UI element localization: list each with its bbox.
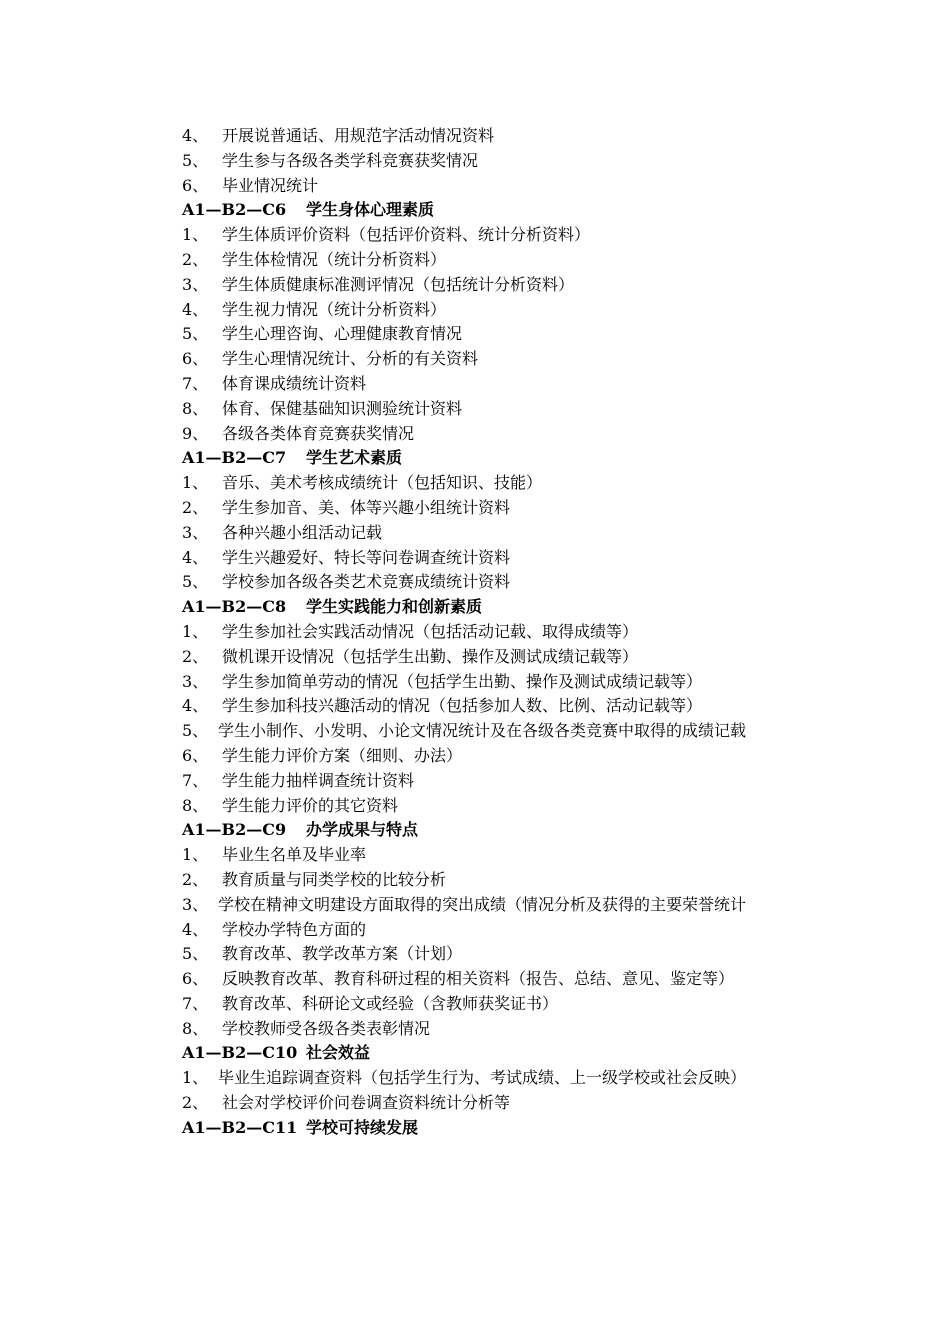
section-code: A1—B2—C9 (182, 820, 287, 840)
list-item (146, 223, 816, 248)
section-heading (146, 595, 816, 620)
list-item (146, 322, 816, 347)
item-number: 5、 (182, 324, 209, 344)
item-text: 各级各类体育竞赛获奖情况 (222, 423, 415, 443)
item-text: 学生心理情况统计、分析的有关资料 (222, 349, 479, 369)
item-number: 3、 (182, 522, 209, 542)
item-text: 学生参加简单劳动的情况（包括学生出勤、操作及测试成绩记载等） (222, 671, 703, 691)
list-item (146, 174, 816, 199)
list-item (146, 967, 816, 992)
item-text: 学校参加各级各类艺术竞赛成绩统计资料 (222, 572, 511, 592)
item-number: 4、 (182, 299, 209, 319)
list-item (146, 347, 816, 372)
item-number: 6、 (182, 175, 209, 195)
item-number: 4、 (182, 126, 209, 145)
section-heading (146, 818, 816, 843)
list-item (146, 496, 816, 521)
item-text: 学生能力评价的其它资料 (222, 795, 399, 815)
list-item (146, 422, 816, 447)
item-number: 5、 (182, 572, 209, 592)
section-heading (146, 446, 816, 471)
list-item (146, 918, 816, 943)
item-text: 体育、保健基础知识测验统计资料 (222, 398, 463, 418)
item-text: 音乐、美术考核成绩统计（包括知识、技能） (222, 473, 543, 493)
item-number: 2、 (182, 249, 209, 269)
item-text: 学校教师受各级各类表彰情况 (222, 1018, 431, 1038)
list-item (146, 1017, 816, 1042)
item-number: 6、 (182, 745, 209, 765)
item-number: 4、 (182, 547, 209, 567)
item-number: 9、 (182, 423, 209, 443)
item-text: 学生参加社会实践活动情况（包括活动记载、取得成绩等） (222, 621, 639, 641)
item-text: 各种兴趣小组活动记载 (222, 522, 383, 542)
section-heading (146, 198, 816, 223)
list-item (146, 372, 816, 397)
document-body (146, 124, 816, 1141)
list-item (146, 769, 816, 794)
section-title: 学生实践能力和创新素质 (306, 597, 483, 617)
item-text: 社会对学校评价问卷调查资料统计分析等 (222, 1093, 511, 1113)
item-number: 6、 (182, 969, 209, 989)
list-item (146, 620, 816, 645)
item-text: 毕业生追踪调查资料（包括学生行为、考试成绩、上一级学校或社会反映） (218, 1068, 747, 1088)
item-text: 学生参加科技兴趣活动的情况（包括参加人数、比例、活动记载等） (222, 696, 703, 716)
item-text: 教育改革、教学改革方案（计划） (222, 944, 463, 964)
section-heading (146, 1116, 816, 1141)
item-number: 7、 (182, 993, 209, 1013)
item-text: 开展说普通话、用规范字活动情况资料 (222, 126, 495, 145)
item-text: 学生能力评价方案（细则、办法） (222, 745, 463, 765)
item-number: 2、 (182, 497, 209, 517)
item-text: 学生体质评价资料（包括评价资料、统计分析资料） (222, 225, 591, 245)
item-text: 学生参加音、美、体等兴趣小组统计资料 (222, 497, 511, 517)
list-item (146, 744, 816, 769)
item-number: 5、 (182, 150, 209, 170)
item-number: 2、 (182, 1093, 209, 1113)
item-number: 2、 (182, 646, 209, 666)
section-title: 学生艺术素质 (306, 448, 403, 468)
list-item (146, 298, 816, 323)
item-text: 反映教育改革、教育科研过程的相关资料（报告、总结、意见、鉴定等） (222, 969, 735, 989)
section-title: 学校可持续发展 (306, 1117, 419, 1137)
item-text: 毕业生名单及毕业率 (222, 845, 367, 865)
list-item (146, 1091, 816, 1116)
item-text: 学生兴趣爱好、特长等问卷调查统计资料 (222, 547, 511, 567)
list-item (146, 471, 816, 496)
section-code: A1—B2—C7 (182, 448, 287, 468)
item-number: 4、 (182, 696, 209, 716)
list-item (146, 670, 816, 695)
list-item (146, 694, 816, 719)
item-number: 5、 (182, 944, 209, 964)
list-item (146, 273, 816, 298)
item-text: 学生体检情况（统计分析资料） (222, 249, 447, 269)
item-number: 1、 (182, 1068, 209, 1088)
item-number: 1、 (182, 473, 209, 493)
section-title: 学生身体心理素质 (306, 200, 435, 220)
list-item (146, 1066, 816, 1091)
list-item (146, 794, 816, 819)
item-number: 6、 (182, 349, 209, 369)
item-text: 学校在精神文明建设方面取得的突出成绩（情况分析及获得的主要荣誉统计 (218, 894, 747, 914)
section-code: A1—B2—C8 (182, 597, 287, 617)
item-text: 学生体质健康标准测评情况（包括统计分析资料） (222, 274, 575, 294)
item-text: 学生参与各级各类学科竞赛获奖情况 (222, 150, 479, 170)
item-number: 1、 (182, 225, 209, 245)
section-code: A1—B2—C10 (182, 1043, 298, 1063)
list-item (146, 521, 816, 546)
section-title: 办学成果与特点 (306, 820, 419, 840)
item-text: 微机课开设情况（包括学生出勤、操作及测试成绩记载等） (222, 646, 639, 666)
item-number: 7、 (182, 373, 209, 393)
item-number: 8、 (182, 795, 209, 815)
section-code: A1—B2—C6 (182, 200, 287, 220)
item-text: 教育质量与同类学校的比较分析 (222, 869, 447, 889)
list-item (146, 546, 816, 571)
item-number: 1、 (182, 621, 209, 641)
item-number: 8、 (182, 398, 209, 418)
list-item (146, 645, 816, 670)
item-text: 学校办学特色方面的 (222, 919, 367, 939)
list-item (146, 719, 816, 744)
item-number: 5、 (182, 721, 209, 741)
list-item (146, 570, 816, 595)
item-text: 学生视力情况（统计分析资料） (222, 299, 447, 319)
item-text: 体育课成绩统计资料 (222, 373, 367, 393)
section-heading (146, 1041, 816, 1066)
item-text: 教育改革、科研论文或经验（含教师获奖证书） (222, 993, 559, 1013)
item-number: 3、 (182, 274, 209, 294)
list-item (146, 248, 816, 273)
list-item (146, 992, 816, 1017)
list-item (146, 149, 816, 174)
item-number: 3、 (182, 894, 209, 914)
item-text: 毕业情况统计 (222, 175, 319, 195)
item-number: 2、 (182, 869, 209, 889)
list-item (146, 397, 816, 422)
item-number: 3、 (182, 671, 209, 691)
list-item (146, 942, 816, 967)
section-code: A1—B2—C11 (182, 1117, 298, 1137)
list-item (146, 868, 816, 893)
item-text: 学生小制作、小发明、小论文情况统计及在各级各类竞赛中取得的成绩记载 (218, 721, 747, 741)
item-number: 4、 (182, 919, 209, 939)
section-title: 社会效益 (306, 1043, 371, 1063)
item-number: 8、 (182, 1018, 209, 1038)
list-item (146, 893, 816, 918)
list-item (146, 843, 816, 868)
list-item (146, 124, 816, 149)
item-text: 学生能力抽样调查统计资料 (222, 770, 415, 790)
item-number: 7、 (182, 770, 209, 790)
item-text: 学生心理咨询、心理健康教育情况 (222, 324, 463, 344)
item-number: 1、 (182, 845, 209, 865)
